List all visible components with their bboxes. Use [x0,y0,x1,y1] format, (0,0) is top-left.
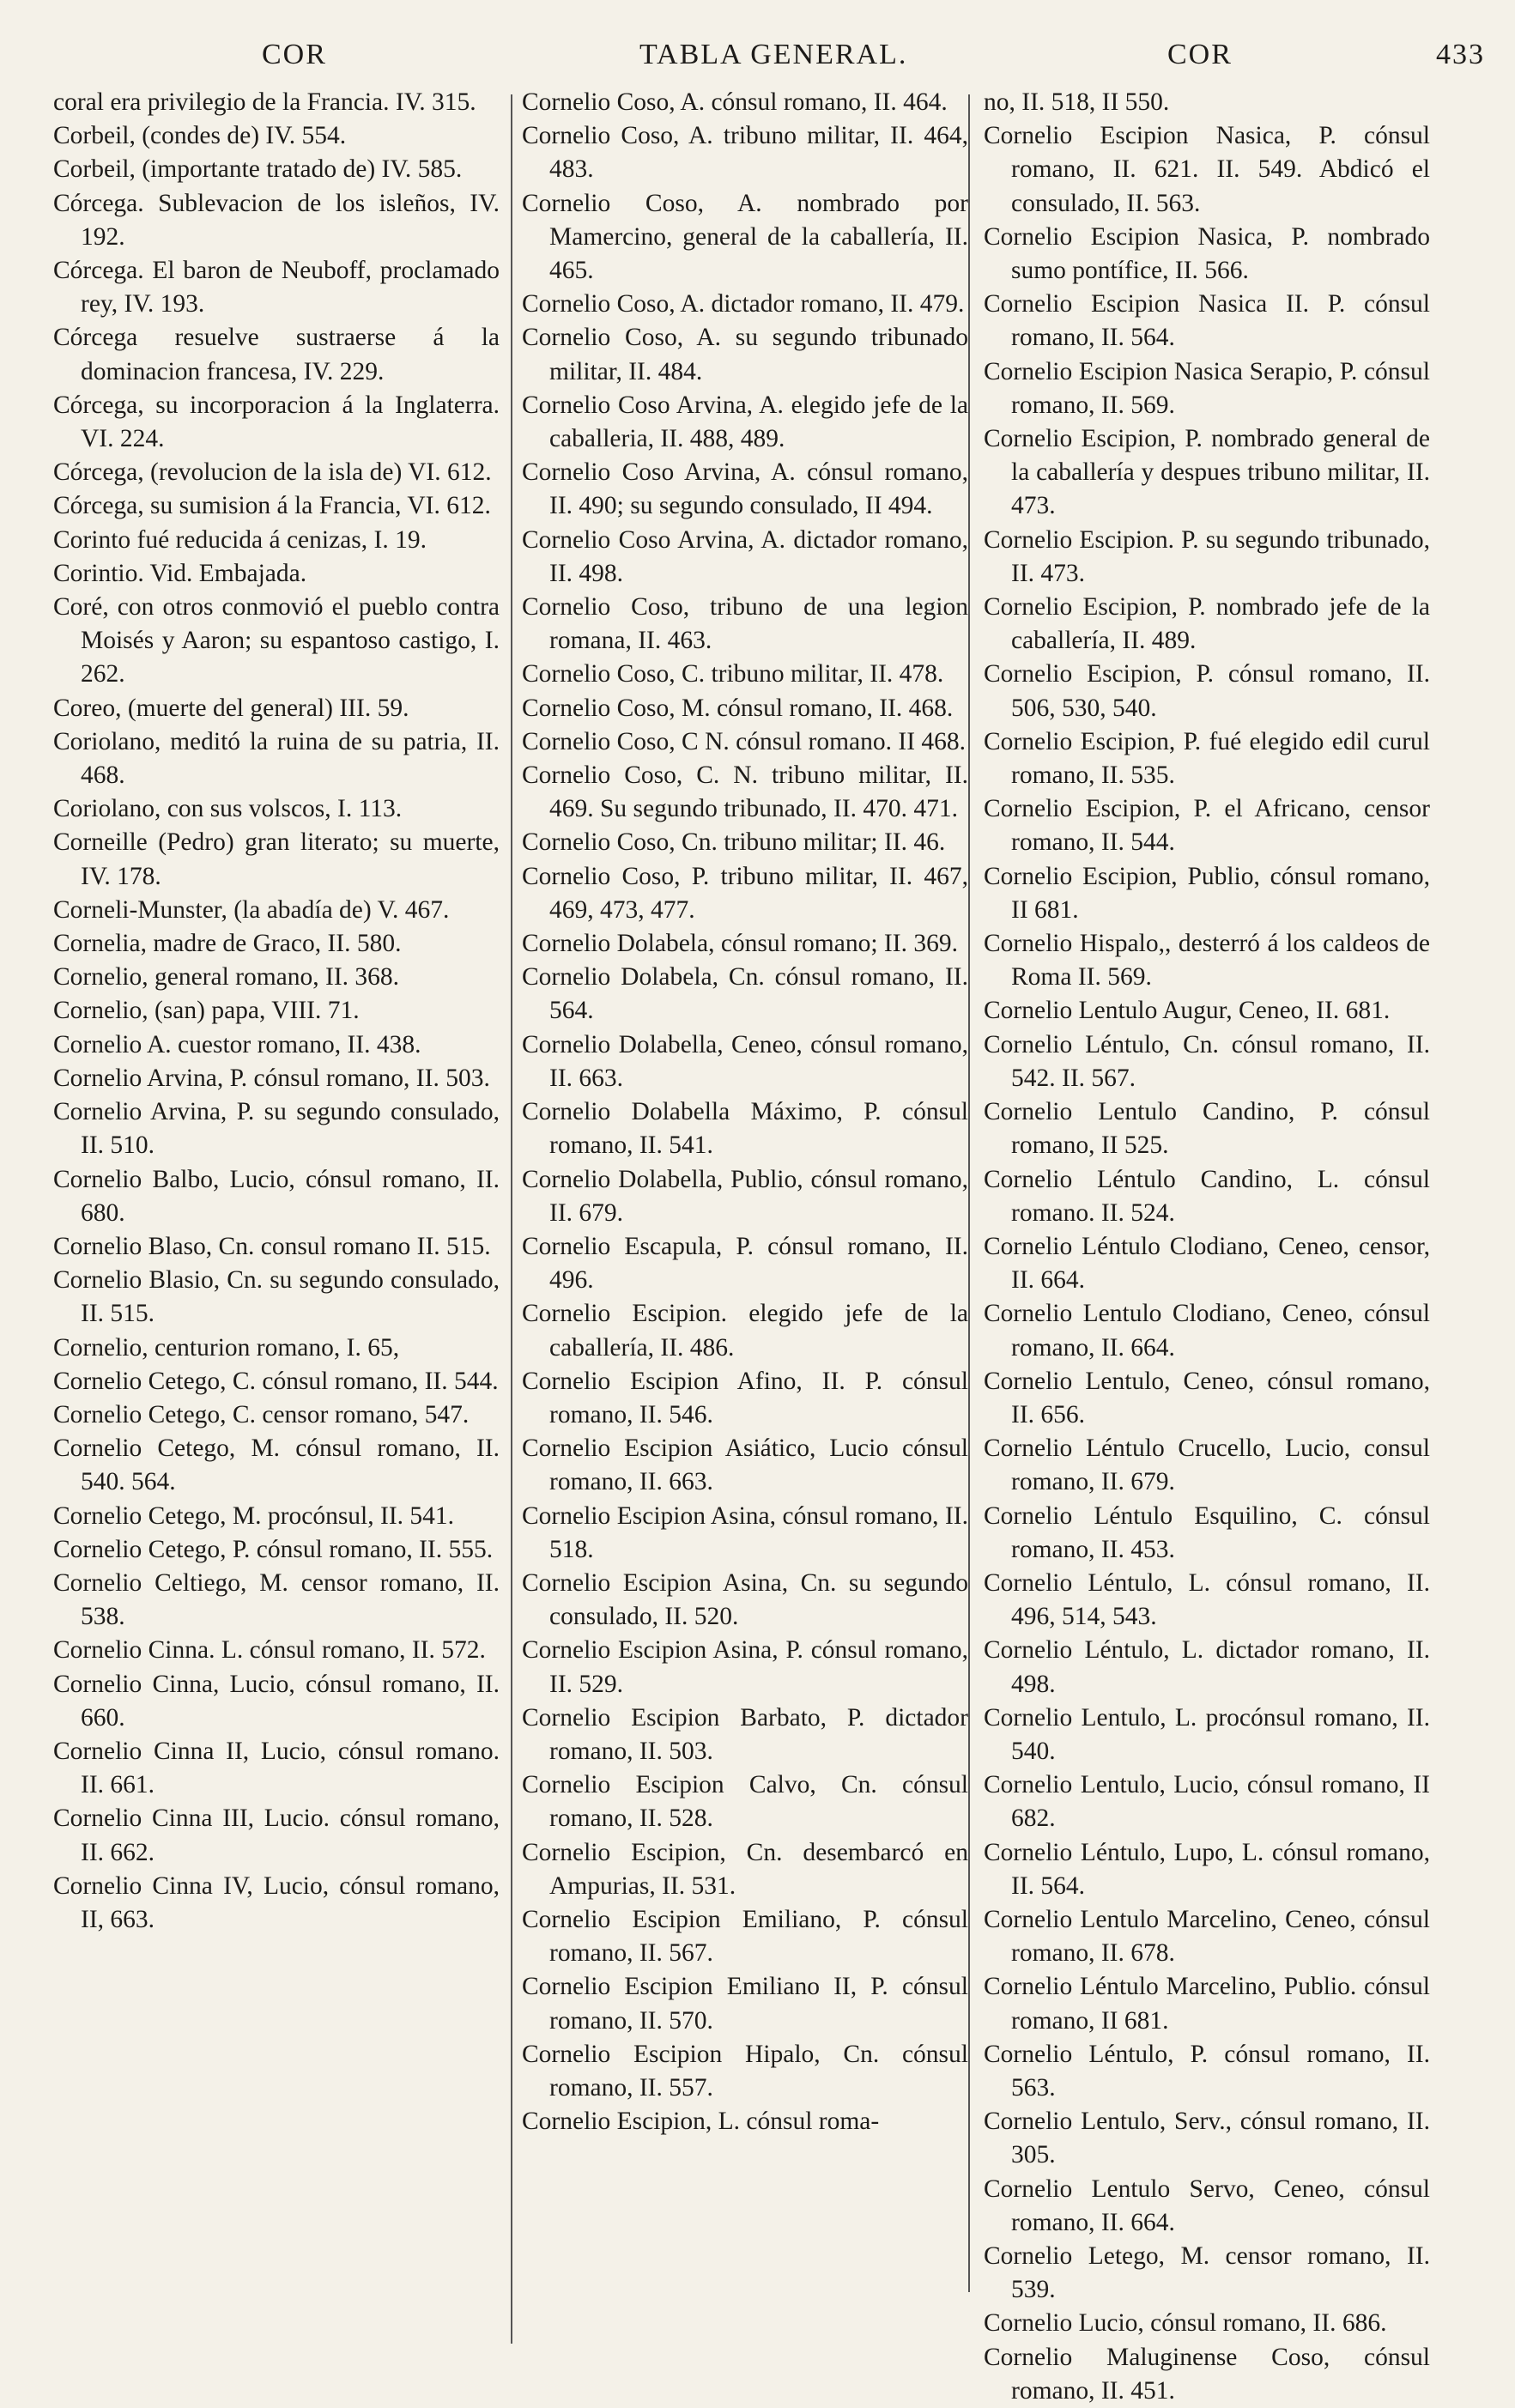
index-entry: Cornelio Cinna III, Lucio. cónsul romano, II. 662. [53,1804,500,1866]
index-entry: Cornelio Escipion, Publio, cónsul romano, II 681. [984,862,1430,924]
index-entry: Cornelio Léntulo Clodiano, Ceneo, censor, II. 664. [984,1232,1430,1295]
index-entry: Cornelio, centurion romano, I. 65, [53,1333,400,1362]
index-entry: Cornelio Coso, Cn. tribuno militar; II. 46. [522,828,946,857]
index-entry: Corinto fué reducida á cenizas, I. 19. [53,525,427,554]
index-entry: Cornelio Escipion Afino, II. P. cónsul romano, II. 546. [522,1367,968,1428]
index-entry: Córcega. Sublevacion de los isleños, IV. 192. [53,189,500,251]
index-entry: Cornelio Letego, M. censor romano, II. 539. [984,2242,1430,2304]
index-entry: Corneli-Munster, (la abadía de) V. 467. [53,895,450,924]
index-entry: Coré, con otros conmovió el pueblo contra Moisés y Aaron; su espantoso castigo, I. 262. [53,593,500,688]
index-entry: Cornelia, madre de Graco, II. 580. [53,930,402,958]
index-column-2 [522,86,968,2138]
index-entry: Cornelio, (san) papa, VIII. 71. [53,997,360,1025]
index-entry: Cornelio Léntulo, P. cónsul romano, II. 563. [984,2040,1430,2102]
index-entry: Cornelio Lentulo, L. procónsul romano, II. 540. [984,1703,1430,1765]
index-entry: Cornelio Lucio, cónsul romano, II. 686. [984,2309,1387,2338]
index-entry: Cornelio Lentulo Candino, P. cónsul romano, II 525. [984,1098,1430,1160]
index-entry: Cornelio Lentulo Servo, Ceneo, cónsul romano, II. 664. [984,2174,1430,2236]
index-entry: Cornelio Léntulo, L. dictador romano, II. 498. [984,1636,1430,1698]
column-divider [968,94,970,2292]
index-entry: Cornelio Coso, A. tribuno militar, II. 464, 483. [522,122,968,184]
index-entry: Cornelio Dolabela, cónsul romano; II. 369. [522,930,958,958]
index-entry: Cornelio Maluginense Coso, cónsul romano, II. 451. [984,2343,1430,2405]
index-entry: Cornelio Dolabela, Cn. cónsul romano, II. 564. [522,963,968,1025]
index-entry: Coreo, (muerte del general) III. 59. [53,694,409,722]
index-entry: Córcega, su incorporacion á la Inglaterra. VI. 224. [53,391,500,453]
index-entry: Cornelio Léntulo Candino, L. cónsul romano. II. 524. [984,1165,1430,1227]
index-column-1 [53,86,500,1937]
index-entry: Cornelio Coso, C. N. tribuno militar, II. 469. Su segundo tribunado, II. 470. 471. [522,761,968,823]
index-entry: Cornelio Coso, C N. cónsul romano. II 468. [522,727,967,755]
index-entry: Cornelio Léntulo, L. cónsul romano, II. 496, 514, 543. [984,1568,1430,1631]
index-entry: Cornelio Escipion Calvo, Cn. cónsul romano, II. 528. [522,1771,968,1833]
index-entry: Cornelio Escipion Emiliano, P. cónsul romano, II. 567. [522,1905,968,1968]
index-entry: Cornelio Léntulo, Lupo, L. cónsul romano, II. 564. [984,1838,1430,1900]
index-entry: Cornelio Escipion, P. fué elegido edil curul romano, II. 535. [984,727,1430,790]
index-entry: Corintio. Vid. Embajada. [53,559,307,587]
index-entry: Cornelio Coso, C. tribuno militar, II. 478. [522,660,944,688]
page-header [52,39,1485,82]
index-entry: Cornelio Coso, P. tribuno militar, II. 467, 469, 473, 477. [522,862,968,924]
index-entry: Cornelio Celtiego, M. censor romano, II. 538. [53,1568,500,1631]
index-entry: Cornelio Coso, M. cónsul romano, II. 468. [522,694,954,722]
index-entry: Córcega resuelve sustraerse á la dominacion francesa, IV. 229. [53,324,500,385]
index-entry: Cornelio, general romano, II. 368. [53,963,400,992]
index-entry: Cornelio Escipion Nasica Serapio, P. cónsul romano, II. 569. [984,357,1430,419]
index-entry: Cornelio Escipion, P. cónsul romano, II. 506, 530, 540. [984,660,1430,722]
index-entry: Cornelio Escipion, P. el Africano, censor romano, II. 544. [984,795,1430,857]
index-entry: Cornelio Cinna. L. cónsul romano, II. 572. [53,1636,486,1665]
index-entry: Cornelio Escipion, L. cónsul roma- [522,2108,880,2136]
index-entry: Cornelio Escipion Asina, cónsul romano, II. 518. [522,1501,968,1563]
index-entry: coral era privilegio de la Francia. IV. 315. [53,88,476,116]
column-divider [511,94,512,2344]
index-entry: Cornelio Coso, A. su segundo tribunado militar, II. 484. [522,324,968,385]
index-entry: Córcega. El baron de Neuboff, proclamado rey, IV. 193. [53,257,500,318]
index-entry: Cornelio Dolabella, Ceneo, cónsul romano, II. 663. [522,1030,968,1092]
index-entry: Cornelio Lentulo, Lucio, cónsul romano, II 682. [984,1771,1430,1833]
header-title: TABLA GENERAL. [639,39,908,70]
index-entry: Cornelio Escipion Asiático, Lucio cónsul romano, II. 663. [522,1434,968,1496]
index-entry: Cornelio Dolabella, Publio, cónsul romano, II. 679. [522,1165,968,1227]
index-entry: Corbeil, (condes de) IV. 554. [53,122,347,150]
page-number: 433 [1436,39,1485,70]
index-entry: Cornelio Escipion. elegido jefe de la caballería, II. 486. [522,1300,968,1362]
index-entry: Cornelio Lentulo Marcelino, Ceneo, cónsul romano, II. 678. [984,1905,1430,1968]
index-entry: Cornelio Coso Arvina, A. elegido jefe de la caballeria, II. 488, 489. [522,391,968,453]
index-entry: Cornelio Lentulo Clodiano, Ceneo, cónsul romano, II. 664. [984,1300,1430,1362]
index-entry: Cornelio Escapula, P. cónsul romano, II. 496. [522,1232,968,1295]
header-left-keyword: COR [262,39,327,70]
index-entry: Cornelio A. cuestor romano, II. 438. [53,1030,421,1058]
index-entry: Cornelio Escipion Asina, Cn. su segundo consulado, II. 520. [522,1568,968,1631]
index-entry: Cornelio Blasio, Cn. su segundo consulado, II. 515. [53,1266,500,1328]
index-entry: Cornelio Lentulo Augur, Ceneo, II. 681. [984,997,1391,1025]
index-entry: Cornelio Léntulo Esquilino, C. cónsul romano, II. 453. [984,1501,1430,1563]
index-entry: Cornelio Arvina, P. cónsul romano, II. 503. [53,1064,490,1092]
header-right-keyword: COR [1167,39,1233,70]
index-entry: Córcega, (revolucion de la isla de) VI. 612. [53,458,492,487]
index-entry: Cornelio Arvina, P. su segundo consulado, II. 510. [53,1098,500,1160]
index-entry: Corbeil, (importante tratado de) IV. 585. [53,155,463,184]
index-entry: Cornelio Dolabella Máximo, P. cónsul romano, II. 541. [522,1098,968,1160]
index-entry: Cornelio Lentulo, Ceneo, cónsul romano, II. 656. [984,1367,1430,1428]
index-entry: Cornelio Escipion Nasica II. P. cónsul romano, II. 564. [984,290,1430,352]
index-entry: Corneille (Pedro) gran literato; su muerte, IV. 178. [53,828,500,890]
index-entry: Cornelio Cetego, C. cónsul romano, II. 544. [53,1367,499,1395]
index-entry: Coriolano, meditó la ruina de su patria, II. 468. [53,727,500,790]
index-entry: Cornelio Coso Arvina, A. cónsul romano, II. 490; su segundo consulado, II 494. [522,458,968,520]
index-entry: Cornelio Escipion. P. su segundo tribunado, II. 473. [984,525,1430,587]
index-entry: Cornelio Cetego, C. censor romano, 547. [53,1400,470,1428]
index-entry: Cornelio Balbo, Lucio, cónsul romano, II. 680. [53,1165,500,1227]
index-entry: Coriolano, con sus volscos, I. 113. [53,795,403,823]
index-entry: Cornelio Escipion, P. nombrado general de la caballería y despues tribuno militar, II. 473. [984,425,1430,520]
index-entry: Cornelio Cetego, M. cónsul romano, II. 540. 564. [53,1434,500,1496]
index-column-3 [984,86,1430,2408]
index-entry: Cornelio Coso, A. nombrado por Mamercino, general de la caballería, II. 465. [522,189,968,285]
index-entry: Cornelio Coso, tribuno de una legion romana, II. 463. [522,593,968,655]
index-entry: Cornelio Escipion Barbato, P. dictador romano, II. 503. [522,1703,968,1765]
index-entry: Cornelio Coso, A. cónsul romano, II. 464. [522,88,948,116]
index-entry: Cornelio Escipion Nasica, P. cónsul romano, II. 621. II. 549. Abdicó el consulado, II. 563. [984,122,1430,217]
index-entry: Cornelio Escipion Emiliano II, P. cónsul romano, II. 570. [522,1973,968,2035]
index-entry: Cornelio Cetego, M. procónsul, II. 541. [53,1501,455,1530]
index-entry: Cornelio Hispalo,, desterró á los caldeos de Roma II. 569. [984,930,1430,992]
index-entry: Cornelio Blaso, Cn. consul romano II. 515. [53,1232,491,1260]
index-entry: Cornelio Escipion Hipalo, Cn. cónsul romano, II. 557. [522,2040,968,2102]
index-entry: Cornelio Léntulo Crucello, Lucio, consul romano, II. 679. [984,1434,1430,1496]
index-entry: Cornelio Escipion, Cn. desembarcó en Ampurias, II. 531. [522,1838,968,1900]
index-entry: Cornelio Escipion Nasica, P. nombrado sumo pontífice, II. 566. [984,222,1430,285]
index-entry: Cornelio Cinna IV, Lucio, cónsul romano, II, 663. [53,1871,500,1933]
index-entry: Cornelio Cinna, Lucio, cónsul romano, II. 660. [53,1670,500,1732]
index-entry: Cornelio Escipion, P. nombrado jefe de la caballería, II. 489. [984,593,1430,655]
index-entry: Cornelio Léntulo Marcelino, Publio. cónsul romano, II 681. [984,1973,1430,2035]
index-entry: Cornelio Lentulo, Serv., cónsul romano, II. 305. [984,2108,1430,2169]
index-entry: Cornelio Coso Arvina, A. dictador romano, II. 498. [522,525,968,587]
index-entry: Cornelio Cinna II, Lucio, cónsul romano. II. 661. [53,1737,500,1799]
index-entry: Cornelio Escipion Asina, P. cónsul romano, II. 529. [522,1636,968,1698]
index-entry: no, II. 518, II 550. [984,88,1170,116]
index-entry: Cornelio Léntulo, Cn. cónsul romano, II. 542. II. 567. [984,1030,1430,1092]
index-entry: Cornelio Coso, A. dictador romano, II. 479. [522,290,965,318]
index-entry: Córcega, su sumision á la Francia, VI. 612. [53,492,491,520]
index-entry: Cornelio Cetego, P. cónsul romano, II. 555. [53,1535,494,1563]
